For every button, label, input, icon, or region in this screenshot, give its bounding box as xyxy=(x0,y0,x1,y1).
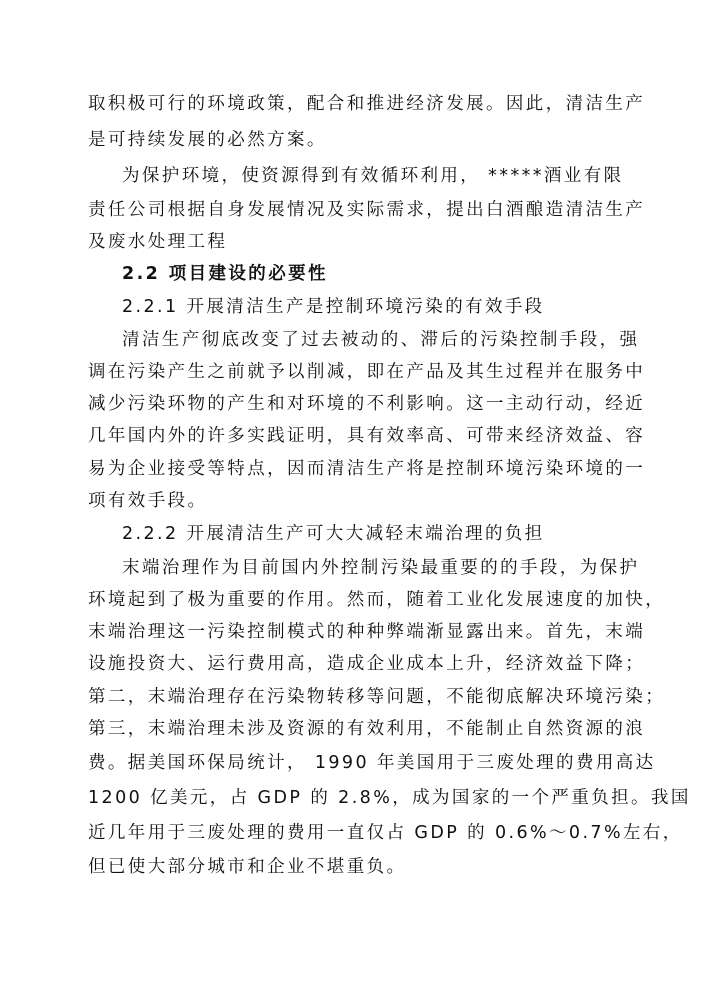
paragraph-line: 易为企业接受等特点，因而清洁生产将是控制环境污染环境的一 xyxy=(88,459,646,479)
paragraph-line: 环境起到了极为重要的作用。然而，随着工业化发展速度的加快， xyxy=(88,590,666,610)
paragraph-line: 末端治理作为目前国内外控制污染最重要的的手段，为保护 xyxy=(122,558,640,578)
paragraph-line: 但已使大部分城市和企业不堪重负。 xyxy=(88,857,407,877)
paragraph-line: 调在污染产生之前就予以削减，即在产品及其生过程并在服务中 xyxy=(88,362,646,382)
subsection-heading: 2.2.1 开展清洁生产是控制环境污染的有效手段 xyxy=(122,297,545,317)
paragraph-line: 及废水处理工程 xyxy=(88,232,228,252)
paragraph-line: 末端治理这一污染控制模式的种种弊端渐显露出来。首先，末端 xyxy=(88,622,646,642)
section-heading: 2.2 项目建设的必要性 xyxy=(122,264,328,284)
paragraph-line: 是可持续发展的必然方案。 xyxy=(88,130,327,150)
paragraph-line: 取积极可行的环境政策，配合和推进经济发展。因此，清洁生产 xyxy=(88,94,646,114)
paragraph-line: 费。据美国环保局统计， 1990 年美国用于三废处理的费用高达 xyxy=(88,753,656,773)
paragraph-line: 设施投资大、运行费用高，造成企业成本上升，经济效益下降； xyxy=(88,654,646,674)
subsection-heading: 2.2.2 开展清洁生产可大大减轻末端治理的负担 xyxy=(122,524,545,544)
paragraph-line: 第二，末端治理存在污染物转移等问题，不能彻底解决环境污染； xyxy=(88,687,666,707)
paragraph-line: 责任公司根据自身发展情况及实际需求，提出白酒酿造清洁生产 xyxy=(88,200,646,220)
paragraph-line: 几年国内外的许多实践证明，具有效率高、可带来经济效益、容 xyxy=(88,426,646,446)
paragraph-line: 1200 亿美元，占 GDP 的 2.8%，成为国家的一个严重负担。我国 xyxy=(88,788,691,808)
paragraph-line: 第三，末端治理未涉及资源的有效利用，不能制止自然资源的浪 xyxy=(88,719,646,739)
paragraph-line: 近几年用于三废处理的费用一直仅占 GDP 的 0.6%～0.7%左右， xyxy=(88,823,683,843)
paragraph-line: 为保护环境，使资源得到有效循环利用， *****酒业有限 xyxy=(122,166,624,186)
paragraph-line: 项有效手段。 xyxy=(88,491,208,511)
paragraph-line: 清洁生产彻底改变了过去被动的、滞后的污染控制手段，强 xyxy=(122,330,640,350)
paragraph-line: 减少污染环物的产生和对环境的不利影响。这一主动行动，经近 xyxy=(88,394,646,414)
